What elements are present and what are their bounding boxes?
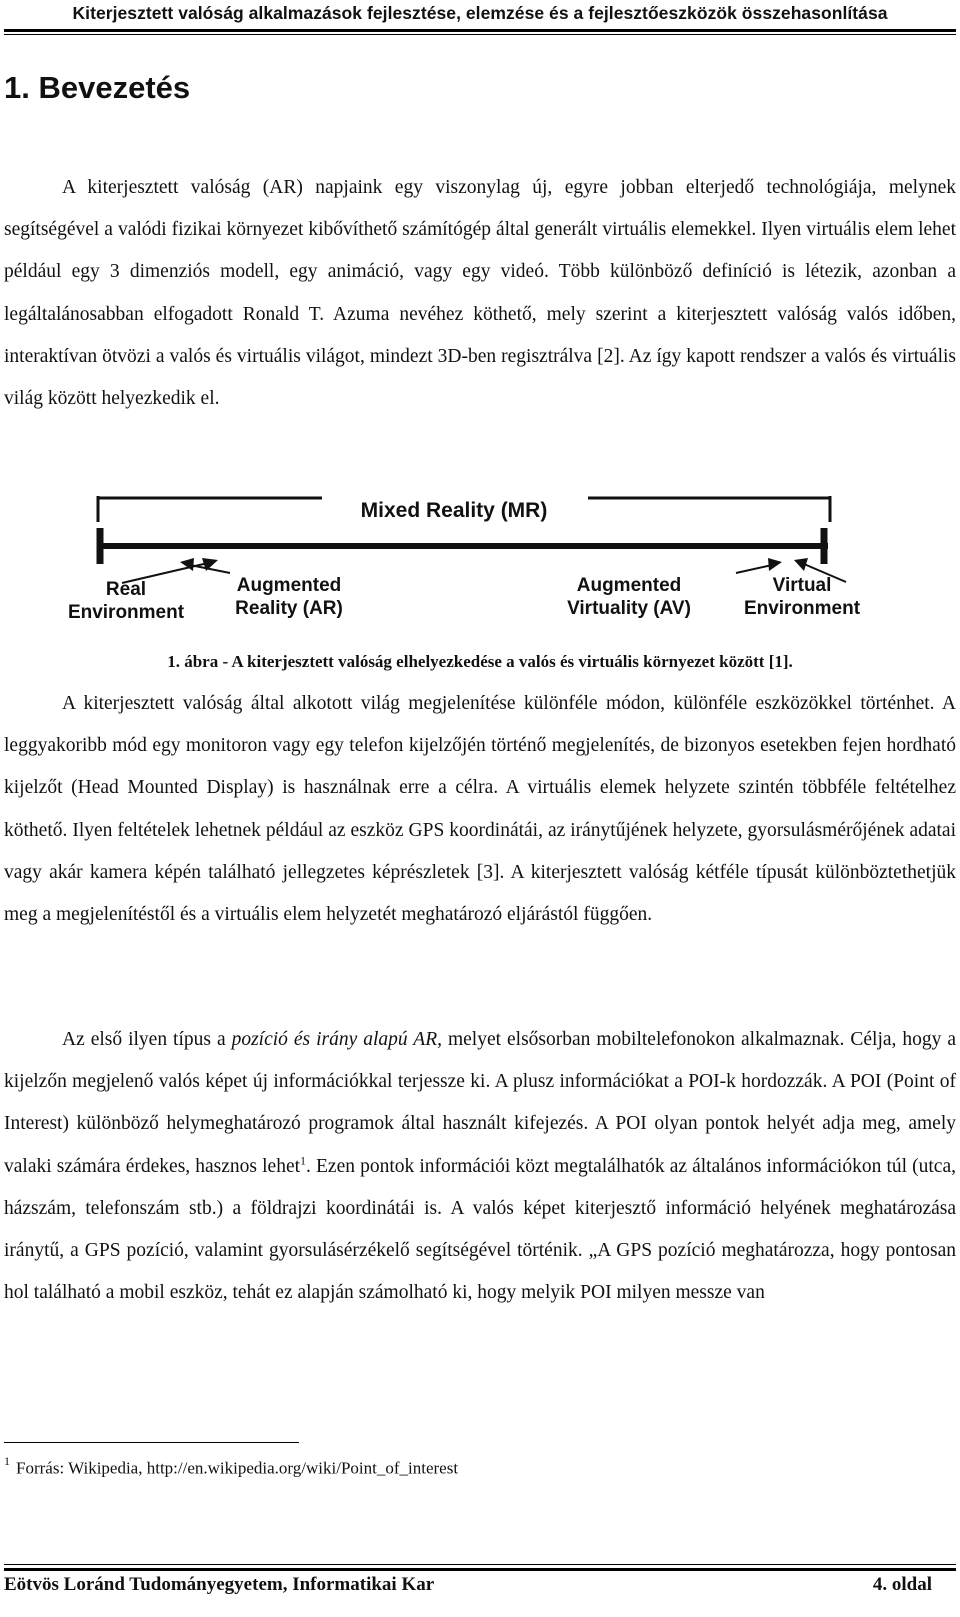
footer-institution: Eötvös Loránd Tudományegyetem, Informatikai Kar — [4, 1574, 435, 1595]
label-real-1: Real — [105, 579, 147, 600]
footnote-text[interactable]: Forrás: Wikipedia, http://en.wikipedia.org/wiki/Point_of_interest — [16, 1458, 459, 1478]
footnote — [4, 1456, 944, 1479]
mixed-reality-diagram — [56, 488, 906, 638]
label-av-2: Virtuality (AV) — [567, 598, 691, 619]
label-virtual-2: Environment — [743, 598, 861, 619]
paragraph-2: A kiterjesztett valóság által alkotott világ megjelenítése különféle módon, különféle eszközökkel történhet. A leggyakoribb mód egy monitoron vagy egy telefon kijelzőjén történő megjelenítés, de bizonyos esetekben fejen hordható kijelzőt (Head Mounted Display) is használnak erre a célra. A virtuális elemek helyzete szintén többféle feltételhez köthető. Ilyen feltételek lehetnek például az eszköz GPS koordinátái, az iránytűjének helyzete, gyorsulásmérőjének adatai vagy akár kamera képén található jellegzetes képrészletek [3]. A kiterjesztett valóság kétféle típusát különböztethetjük meg a megjelenítéstől és a virtuális elem helyzetét meghatározó eljárástól függően. — [4, 693, 956, 926]
label-ar-2: Reality (AR) — [235, 598, 343, 619]
paragraph-display — [4, 683, 956, 936]
header-rule — [4, 29, 956, 32]
paragraph-3-mid: melyet elsősorban mobiltelefonokon alkalmaznak. Célja, hogy a kijelzőn megjelenő valós képet új információkkal terjessze ki. A plusz információkat a POI-k hordozzák. A POI (Point of Interest) különböző helymeghatározó programok által használt kifejezés. A POI olyan pontok helyét adja meg, amely valaki számára érdekes, hasznos lehet — [4, 1029, 957, 1177]
label-real-2: Environment — [67, 602, 185, 623]
footnote-number: 1 — [4, 1454, 10, 1468]
running-header: Kiterjesztett valóság alkalmazások fejlesztése, elemzése és a fejlesztőeszközök összehasonlítása — [72, 3, 888, 23]
arrow-av-head — [768, 558, 782, 571]
paragraph-3-italic: pozíció és irány alapú AR, — [231, 1029, 442, 1050]
label-virtual-1: Virtual — [772, 575, 832, 596]
footer-page-number: 4. oldal — [872, 1574, 932, 1595]
footnote-rule — [4, 1442, 299, 1443]
mr-title: Mixed Reality (MR) — [360, 499, 548, 522]
paragraph-3-end: . Ezen pontok információi közt megtalálhatók az általános információkon túl (utca, házszám, telefonszám stb.) a földrajzi koordinátái is. A valós képet kiterjesztő információ helyének meghatározása iránytű, a GPS pozíció, valamint gyorsulásérzékelő segítségével történik. „A GPS pozíció meghatározza, hogy pontosan hol található a mobil eszköz, tehát ez alapján számolható ki, hogy melyik POI milyen messze van — [4, 1155, 956, 1304]
footnote-reference[interactable]: 1 — [300, 1153, 307, 1168]
paragraph-poi — [4, 1019, 956, 1314]
arrow-av-line — [736, 565, 772, 573]
label-av-1: Augmented — [576, 575, 682, 596]
header-rule-thin — [4, 34, 956, 35]
section-heading: 1. Bevezetés — [4, 70, 191, 105]
label-ar-1: Augmented — [236, 575, 342, 596]
footer-rule — [4, 1568, 956, 1571]
paragraph-intro — [4, 167, 956, 420]
footer-rule-thin — [4, 1564, 956, 1565]
paragraph-1: A kiterjesztett valóság (AR) napjaink egy viszonylag új, egyre jobban elterjedő technológiája, melynek segítségével a valódi fizikai környezet kibővíthető számítógép által generált virtuális elemekkel. Ilyen virtuális elem lehet például egy 3 dimenziós modell, egy animáció, vagy egy videó. Több különböző definíció is létezik, azonban a legáltalánosabban elfogadott Ronald T. Azuma nevéhez köthető, mely szerint a kiterjesztett valóság valós időben, interaktívan ötvözi a valós és virtuális világot, mindezt 3D-ben regisztrálva [2]. Az így kapott rendszer a valós és virtuális világ között helyezkedik el. — [4, 177, 956, 410]
paragraph-3 — [4, 1019, 956, 1314]
arrow-virtual-head — [794, 558, 808, 571]
figure-caption: 1. ábra - A kiterjesztett valóság elhelyezkedése a valós és virtuális környezet között [1]. — [167, 652, 793, 671]
paragraph-3-start: Az első ilyen típus a — [62, 1029, 232, 1050]
mixed-reality-figure — [56, 488, 906, 638]
